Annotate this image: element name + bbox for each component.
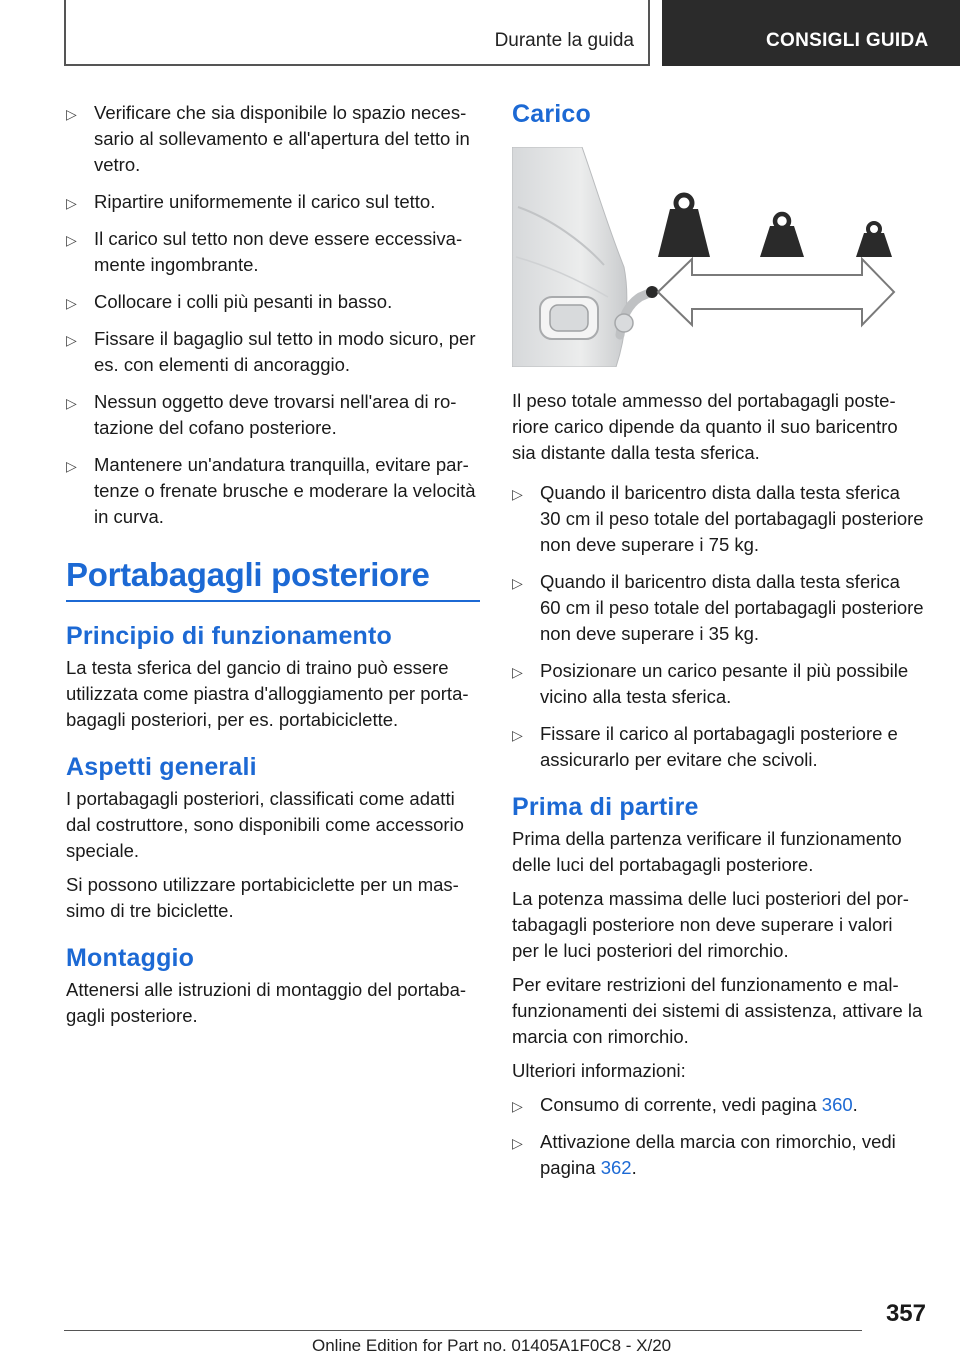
triangle-bullet-icon: ▷ bbox=[66, 106, 77, 122]
load-heading: Carico bbox=[512, 100, 592, 128]
triangle-bullet-icon: ▷ bbox=[66, 332, 77, 348]
load-list bbox=[512, 480, 924, 773]
footer-divider bbox=[64, 1330, 862, 1331]
triangle-bullet-icon: ▷ bbox=[512, 664, 523, 680]
page-link-360[interactable]: 360 bbox=[821, 1094, 853, 1115]
triangle-bullet-icon: ▷ bbox=[66, 232, 77, 248]
header-section-title: Durante la guida bbox=[494, 30, 634, 51]
triangle-bullet-icon: ▷ bbox=[66, 458, 77, 474]
triangle-bullet-icon: ▷ bbox=[66, 195, 77, 211]
list-item: ▷ Quando il baricentro dista dalla testa sferica 60 cm il peso totale del portabagagli posteriore non deve superare i 35 kg. bbox=[512, 571, 924, 644]
triangle-bullet-icon: ▷ bbox=[66, 295, 77, 311]
list-item: ▷ Fissare il carico al portabagagli posteriore e assicurarlo per evitare che scivoli. bbox=[512, 723, 898, 770]
list-item: ▷ Attivazione della marcia con rimorchio, vedi pagina 362. bbox=[512, 1131, 896, 1178]
footer-edition: Online Edition for Part no. 01405A1F0C8 - X/20 bbox=[312, 1336, 672, 1355]
list-item: ▷ Consumo di corrente, vedi pagina 360. bbox=[512, 1092, 924, 1118]
header-chapter-box bbox=[662, 0, 960, 66]
header-section-box bbox=[64, 0, 650, 66]
more-info-label: Ulteriori informazioni: bbox=[512, 1060, 686, 1081]
before-text-2: La potenza massima delle luci posteriori del portabagagli posteriore non deve superare i valori per le luci posteriori del rimorchio. bbox=[512, 888, 909, 961]
info-list bbox=[512, 1092, 924, 1181]
load-text: Il peso totale ammesso del portabagagli posteriore carico dipende da quanto il suo baricentro sia distante dalla testa sferica. bbox=[512, 390, 898, 463]
triangle-bullet-icon: ▷ bbox=[512, 1098, 523, 1114]
list-item: ▷ Fissare il bagaglio sul tetto in modo sicuro, per es. con elementi di ancoraggio. bbox=[66, 328, 476, 375]
header-chapter-title: CONSIGLI GUIDA bbox=[766, 30, 929, 51]
roof-load-list bbox=[66, 100, 480, 530]
tow-ball-load-illustration-icon bbox=[512, 147, 920, 367]
principle-text: La testa sferica del gancio di traino può essere utilizzata come piastra d'alloggiamento per portabagagli posteriori, per es. portabiciclette. bbox=[66, 657, 469, 730]
list-item: ▷ Posizionare un carico pesante il più possibile vicino alla testa sferica. bbox=[512, 660, 909, 707]
page-number: 357 bbox=[885, 1300, 926, 1327]
general-heading: Aspetti generali bbox=[66, 753, 257, 781]
main-heading: Portabagagli posteriore bbox=[66, 556, 480, 602]
right-column bbox=[512, 100, 924, 1192]
list-item: ▷ Nessun oggetto deve trovarsi nell'area di rotazione del cofano posteriore. bbox=[66, 391, 457, 438]
triangle-bullet-icon: ▷ bbox=[66, 395, 77, 411]
list-item: ▷ Il carico sul tetto non deve essere eccessivamente ingombrante. bbox=[66, 228, 463, 275]
list-item: ▷ Mantenere un'andatura tranquilla, evitare partenze o frenate brusche e moderare la velocità in curva. bbox=[66, 454, 476, 527]
triangle-bullet-icon: ▷ bbox=[512, 727, 523, 743]
list-item: ▷ Verificare che sia disponibile lo spazio necessario al sollevamento e all'apertura del tetto in vetro. bbox=[66, 102, 470, 175]
triangle-bullet-icon: ▷ bbox=[512, 486, 523, 502]
principle-heading: Principio di funzionamento bbox=[66, 622, 393, 650]
before-heading: Prima di partire bbox=[512, 793, 699, 821]
list-item: ▷ Ripartire uniformemente il carico sul tetto. bbox=[66, 189, 480, 215]
before-text-3: Per evitare restrizioni del funzionamento e malfunzionamenti dei sistemi di assistenza, attivare la marcia con rimorchio. bbox=[512, 974, 923, 1047]
general-text-1: I portabagagli posteriori, classificati come adatti dal costruttore, sono disponibili come accessorio speciale. bbox=[66, 788, 464, 861]
list-item: ▷ Quando il baricentro dista dalla testa sferica 30 cm il peso totale del portabagagli posteriore non deve superare i 75 kg. bbox=[512, 482, 924, 555]
triangle-bullet-icon: ▷ bbox=[512, 575, 523, 591]
mounting-heading: Montaggio bbox=[66, 944, 195, 972]
page-link-362[interactable]: 362 bbox=[600, 1157, 632, 1178]
triangle-bullet-icon: ▷ bbox=[512, 1135, 523, 1151]
before-text-1: Prima della partenza verificare il funzionamento delle luci del portabagagli posteriore. bbox=[512, 828, 902, 875]
list-item: ▷ Collocare i colli più pesanti in basso. bbox=[66, 289, 480, 315]
general-text-2: Si possono utilizzare portabiciclette per un massimo di tre biciclette. bbox=[66, 874, 459, 921]
mounting-text: Attenersi alle istruzioni di montaggio del portabagagli posteriore. bbox=[66, 979, 467, 1026]
left-column bbox=[66, 100, 480, 1037]
